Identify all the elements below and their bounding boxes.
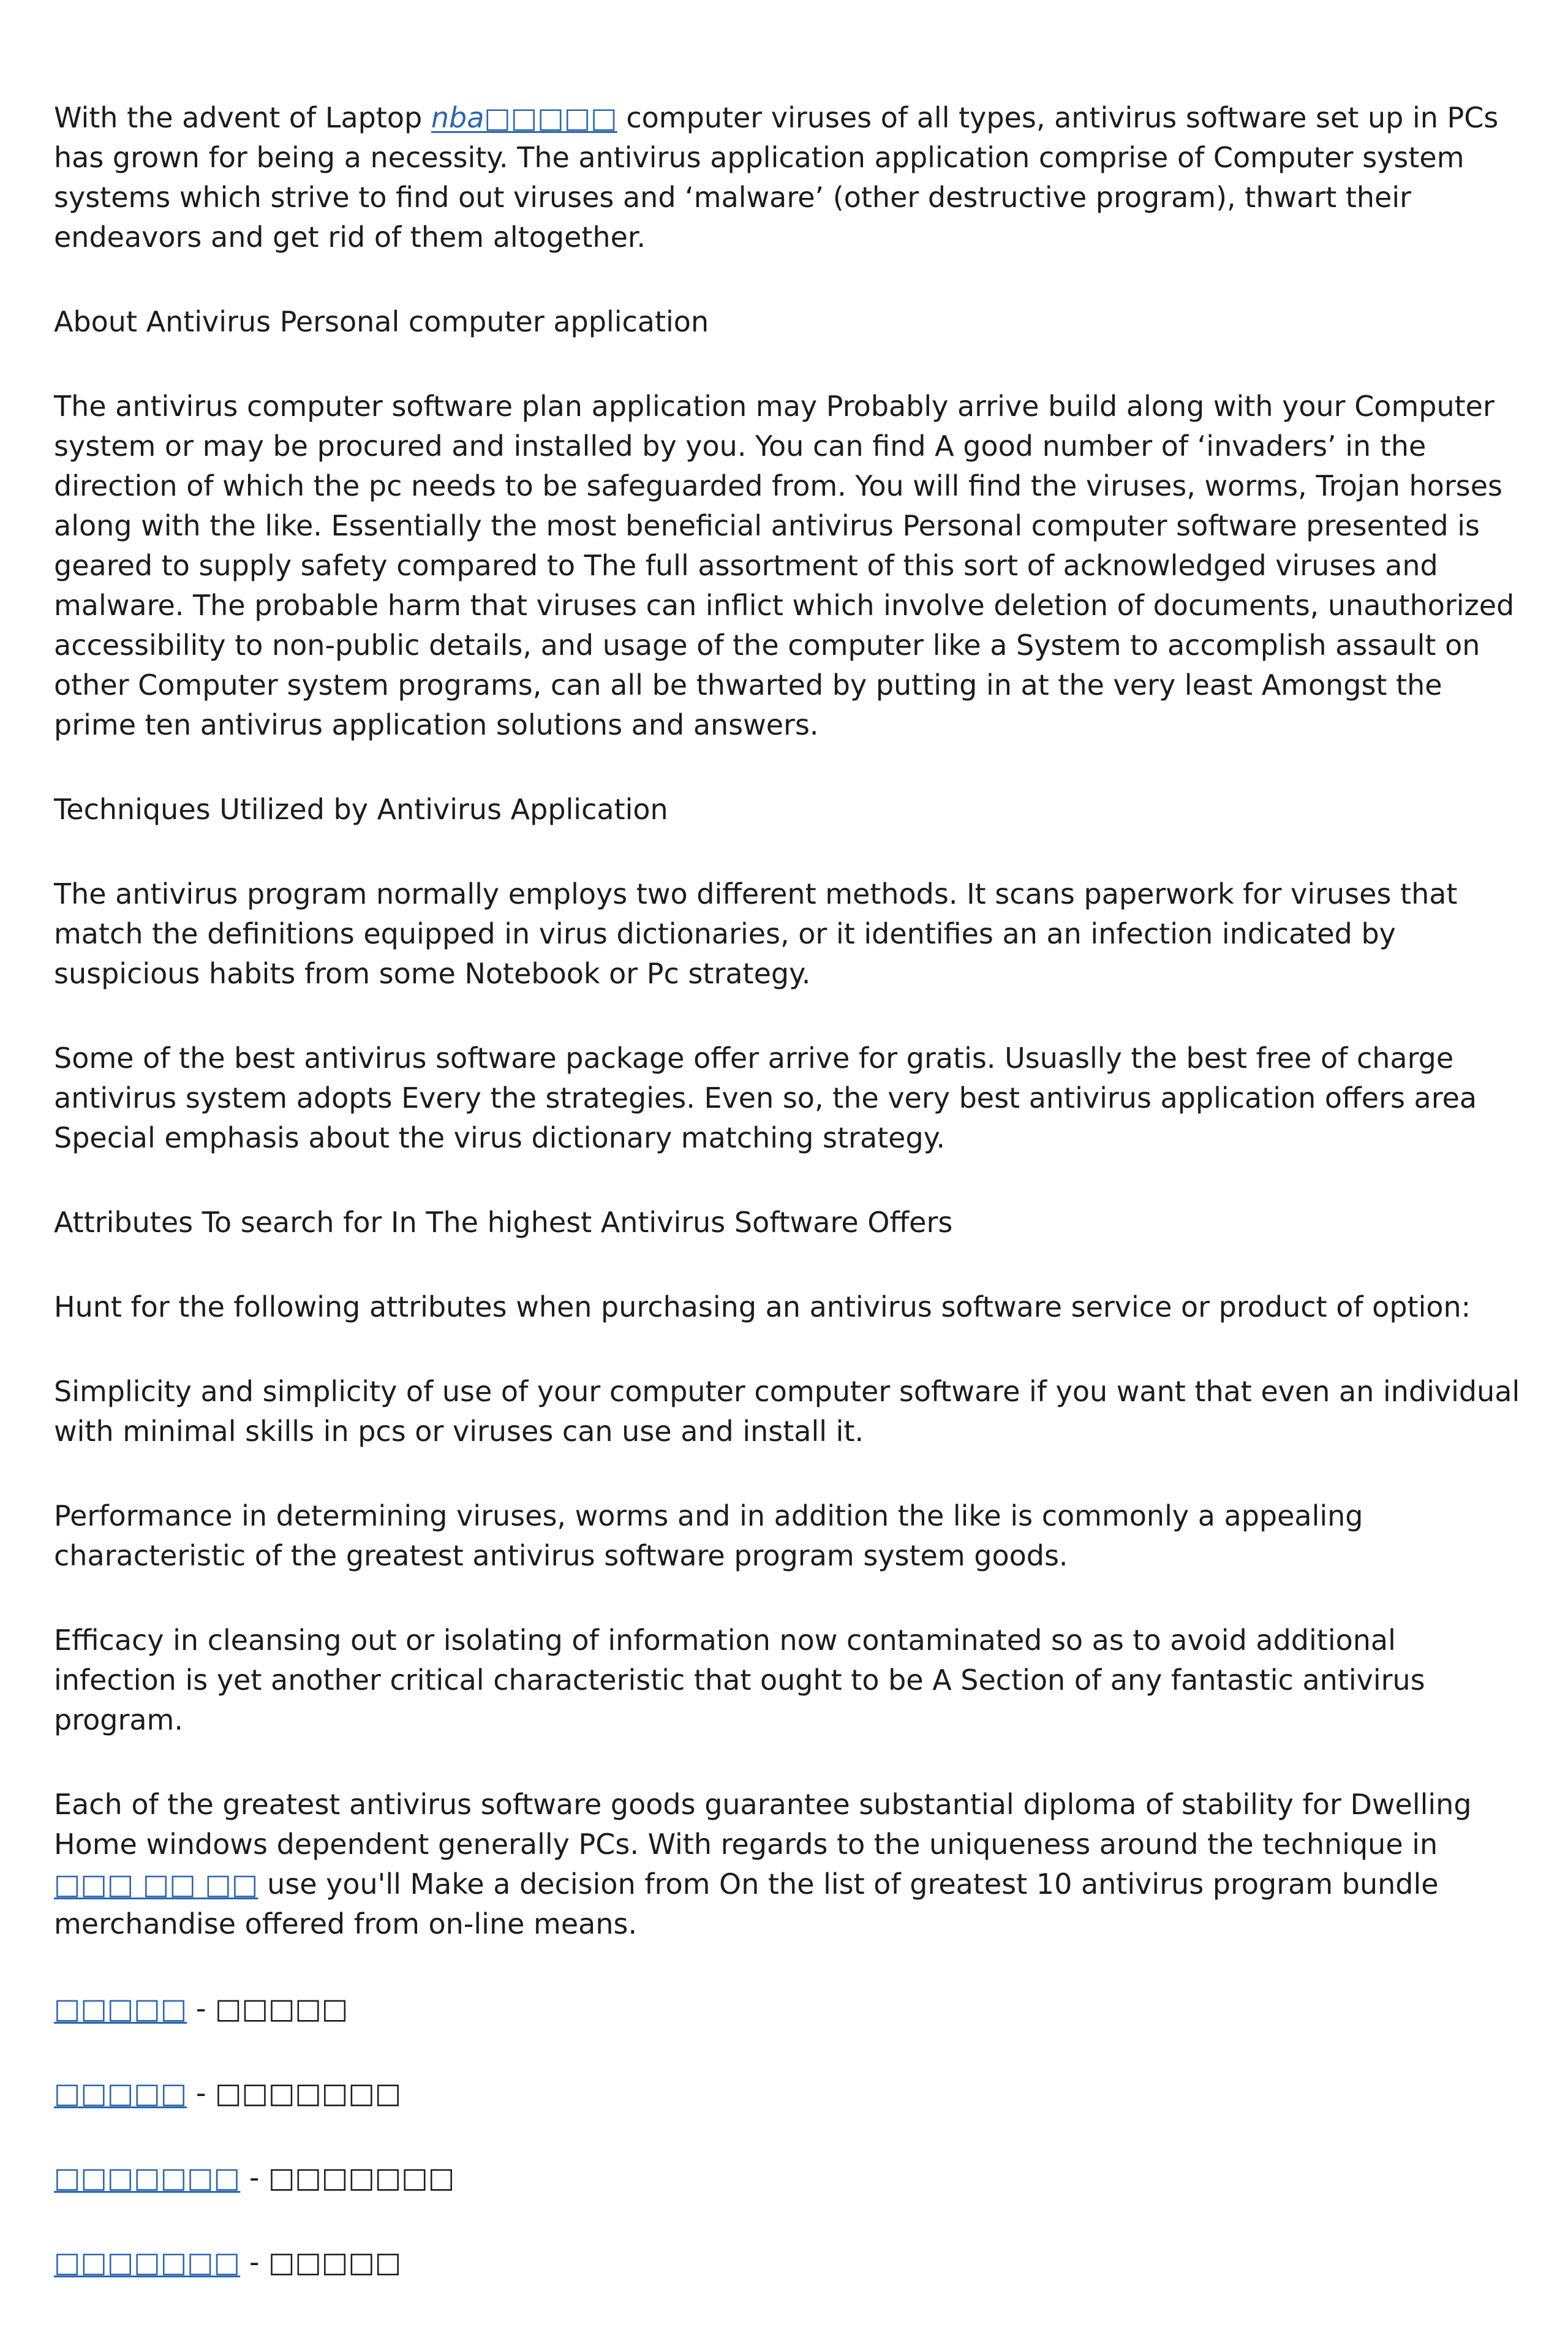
paragraph-about: The antivirus computer software plan application may Probably arrive build along with your Computer system or may be procured and installed by you. You can find A good number of ‘invaders’ in the direction of which the pc needs to be safeguarded from. You will find the viruses, worms, Trojan horses along with the like. Essentially the most beneficial antivirus Personal computer software presented is geared to supply safety compared to The full assortment of this sort of acknowledged viruses and malware. The probable harm that viruses can inflict which involve deletion of documents, unauthorized accessibility to non-public details, and usage of the computer like a System to accomplish assault on other Computer system programs, can all be thwarted by putting in at the very least Amongst the prime ten antivirus application solutions and answers. (54, 390, 1515, 741)
paragraph-methods: The antivirus program normally employs two different methods. It scans paperwork for viruses that match the definitions equipped in virus dictionaries, or it identifies an an infection indicated by suspicious habits from some Notebook or Pc strategy. (54, 877, 1458, 990)
intro-link[interactable]: nba□□□□□ (431, 101, 617, 134)
related-link-text: - □□□□□□□ (240, 2161, 455, 2194)
heading-about-antivirus: About Antivirus Personal computer application (54, 305, 709, 338)
intro-text-after: computer viruses of all types, antivirus software set up in PCs has grown for being a necessity. The antivirus application application comprise of Computer system systems which strive to find out viruses and ‘malware’ (other destructive program), thwart their endeavors and get rid of them altogether. (54, 101, 1499, 254)
related-link-row (54, 2073, 1524, 2113)
paragraph-intro (54, 98, 1524, 257)
related-link[interactable]: □□□□□□□ (54, 2246, 241, 2279)
paragraph-conclusion (54, 1785, 1524, 1944)
paragraph-efficacy: Efficacy in cleansing out or isolating of information now contaminated so as to avoid additional infection is yet another critical characteristic that ought to be A Section of any fantastic antivirus program. (54, 1624, 1425, 1736)
heading-techniques: Techniques Utilized by Antivirus Application (54, 793, 668, 826)
related-link-text: - □□□□□ (187, 1992, 349, 2025)
related-link[interactable]: □□□□□ (54, 1992, 187, 2025)
intro-text-before: With the advent of Laptop (54, 101, 431, 134)
related-link-row (54, 2242, 1524, 2282)
heading-attributes: Attributes To search for In The highest Antivirus Software Offers (54, 1206, 953, 1239)
paragraph-free-antivirus: Some of the best antivirus software package offer arrive for gratis. Usuaslly the best free of charge antivirus system adopts Every the strategies. Even so, the very best antivirus application offers area Special emphasis about the virus dictionary matching strategy. (54, 1042, 1477, 1154)
paragraph-simplicity: Simplicity and simplicity of use of your computer computer software if you want that even an individual with minimal skills in pcs or viruses can use and install it. (54, 1375, 1520, 1448)
related-link-text: - □□□□□□□ (187, 2076, 402, 2109)
conclusion-text-after: use you'll Make a decision from On the list of greatest 10 antivirus program bundle merchandise offered from on-line means. (54, 1867, 1439, 1940)
related-link-text: - □□□□□ (240, 2246, 402, 2279)
paragraph-performance: Performance in determining viruses, worms and in addition the like is commonly a appealing characteristic of the greatest antivirus software program system goods. (54, 1499, 1363, 1572)
conclusion-text-before: Each of the greatest antivirus software goods guarantee substantial diploma of stability for Dwelling Home windows dependent generally PCs. With regards to the uniqueness around the technique in (54, 1788, 1472, 1861)
related-link-row (54, 1989, 1524, 2029)
related-link[interactable]: □□□□□ (54, 2076, 187, 2109)
document-page (54, 98, 1524, 2327)
conclusion-link[interactable]: □□□ □□ □□ (54, 1867, 258, 1901)
paragraph-hunt: Hunt for the following attributes when purchasing an antivirus software service or product of option: (54, 1290, 1471, 1323)
related-link-row (54, 2158, 1524, 2198)
related-link[interactable]: □□□□□□□ (54, 2161, 241, 2194)
